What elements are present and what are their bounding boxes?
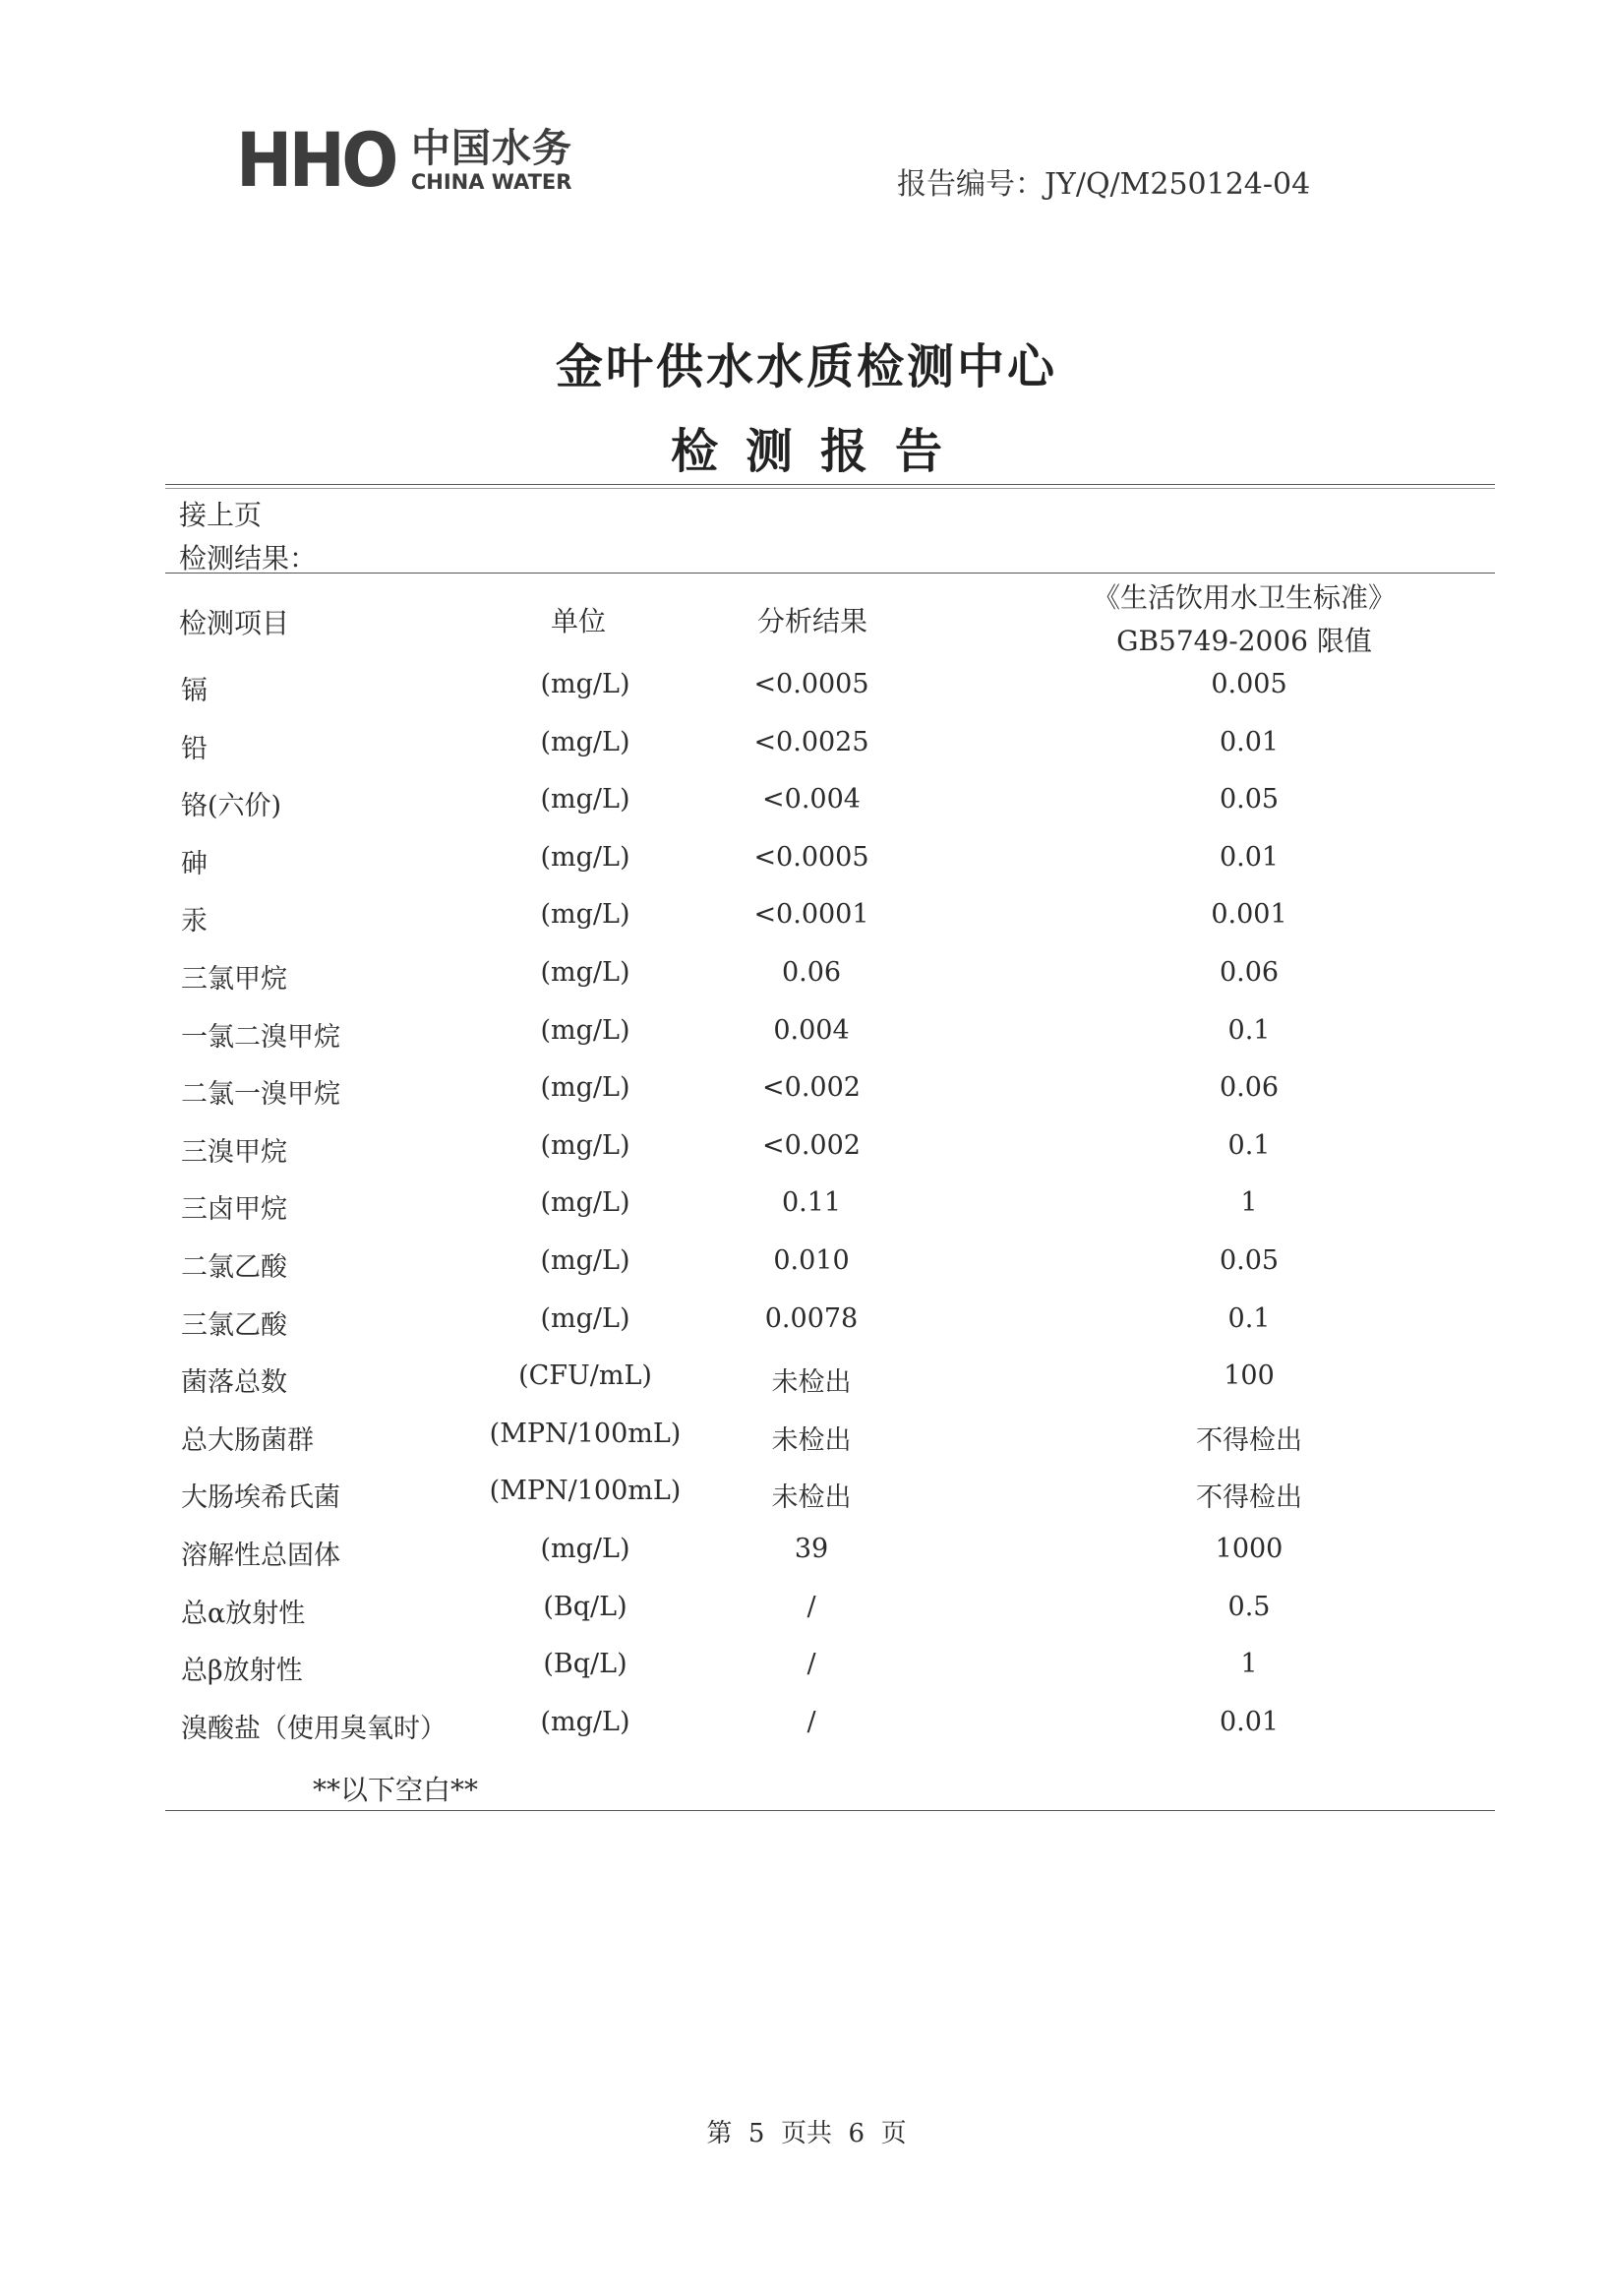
row-unit: (mg/L)	[540, 956, 630, 988]
row-limit: 0.06	[1219, 956, 1280, 988]
row-result: 39	[794, 1533, 829, 1564]
company-logo	[236, 116, 572, 205]
row-item: 铬(六价)	[181, 791, 282, 822]
table-row	[0, 1592, 1613, 1650]
row-limit: 0.01	[1219, 1706, 1280, 1737]
row-result: <0.0005	[753, 841, 869, 873]
organization-title: 金叶供水水质检测中心	[555, 339, 1057, 394]
row-item: 二氯一溴甲烷	[181, 1079, 340, 1111]
table-row	[0, 1476, 1613, 1534]
table-row	[0, 1303, 1613, 1361]
table-row	[0, 899, 1613, 957]
row-limit: 0.05	[1219, 784, 1280, 816]
row-item: 总α放射性	[181, 1598, 306, 1629]
row-item: 镉	[181, 676, 208, 706]
row-unit: (mg/L)	[540, 726, 630, 757]
header-result: 分析结果	[757, 605, 868, 637]
results-label: 检测结果：	[179, 542, 318, 574]
row-item: 铅	[181, 733, 208, 764]
row-result: /	[806, 1591, 816, 1622]
row-item: 砷	[181, 848, 208, 879]
table-row	[0, 1072, 1613, 1130]
row-item: 总β放射性	[181, 1656, 303, 1687]
row-limit: 0.005	[1211, 669, 1287, 699]
header-limit	[984, 576, 1505, 663]
table-row	[0, 1187, 1613, 1245]
row-result: /	[806, 1649, 816, 1680]
row-limit: 不得检出	[1196, 1424, 1302, 1456]
row-unit: (Bq/L)	[543, 1591, 627, 1622]
row-limit: 0.001	[1211, 899, 1287, 931]
row-unit: (mg/L)	[540, 1072, 630, 1104]
divider-bottom	[165, 1810, 1495, 1811]
row-limit: 1	[1240, 1187, 1258, 1219]
table-row	[0, 1360, 1613, 1419]
table-row	[0, 1130, 1613, 1188]
row-result: 未检出	[771, 1424, 852, 1456]
row-unit: (CFU/mL)	[518, 1360, 652, 1392]
row-limit: 不得检出	[1196, 1482, 1302, 1514]
header-item: 检测项目	[179, 607, 290, 639]
continued-label: 接上页	[179, 499, 263, 531]
row-limit: 1000	[1215, 1533, 1284, 1564]
row-unit: (Bq/L)	[543, 1649, 627, 1680]
row-item: 三溴甲烷	[181, 1136, 287, 1168]
report-title: 检测报告	[670, 424, 970, 479]
row-unit: (mg/L)	[540, 899, 630, 931]
row-result: 未检出	[771, 1367, 852, 1399]
logo-text	[410, 125, 572, 194]
row-item: 溴酸盐（使用臭氧时）	[181, 1713, 447, 1744]
row-item: 大肠埃希氏菌	[181, 1482, 340, 1514]
row-limit: 0.01	[1219, 726, 1280, 757]
row-result: /	[806, 1706, 816, 1737]
row-item: 汞	[181, 906, 208, 937]
table-row	[0, 1419, 1613, 1477]
row-result: 0.0078	[764, 1302, 859, 1334]
row-result: <0.0025	[753, 726, 869, 757]
table-row	[0, 1015, 1613, 1073]
row-unit: (mg/L)	[540, 1187, 630, 1219]
row-unit: (mg/L)	[540, 1302, 630, 1334]
table-row	[0, 1649, 1613, 1707]
row-unit: (mg/L)	[540, 784, 630, 816]
row-limit: 0.1	[1227, 1014, 1271, 1046]
row-limit: 0.05	[1219, 1244, 1280, 1276]
table-row	[0, 1245, 1613, 1303]
table-row	[0, 842, 1613, 900]
row-limit: 0.5	[1227, 1591, 1271, 1622]
blank-note: **以下空白**	[313, 1774, 479, 1806]
report-number: 报告编号：JY/Q/M250124-04	[897, 167, 1311, 202]
logo-mark: HHO	[236, 116, 395, 204]
row-item: 二氯乙酸	[181, 1251, 287, 1283]
logo-english: CHINA WATER	[410, 169, 572, 194]
row-limit: 0.01	[1219, 841, 1280, 873]
row-result: 未检出	[771, 1482, 852, 1514]
row-item: 三卤甲烷	[181, 1194, 287, 1226]
row-item: 一氯二溴甲烷	[181, 1021, 340, 1053]
row-result: 0.11	[781, 1187, 842, 1219]
row-limit: 0.1	[1227, 1129, 1271, 1161]
row-result: <0.002	[762, 1129, 861, 1161]
row-limit: 100	[1224, 1360, 1275, 1392]
table-row	[0, 957, 1613, 1015]
table-row	[0, 669, 1613, 727]
row-unit: (mg/L)	[540, 1706, 630, 1737]
row-unit: (mg/L)	[540, 1014, 630, 1046]
header-unit: 单位	[551, 605, 607, 637]
table-row	[0, 1534, 1613, 1592]
row-limit: 0.1	[1227, 1302, 1271, 1334]
row-unit: (MPN/100mL)	[489, 1476, 682, 1507]
table-row	[0, 784, 1613, 842]
row-result: 0.004	[773, 1014, 850, 1046]
row-item: 溶解性总固体	[181, 1540, 340, 1571]
row-unit: (MPN/100mL)	[489, 1418, 682, 1449]
row-unit: (mg/L)	[540, 841, 630, 873]
row-result: <0.004	[762, 784, 861, 816]
row-unit: (mg/L)	[540, 1244, 630, 1276]
table-row	[0, 727, 1613, 785]
header-limit-code: GB5749-2006 限值	[1116, 625, 1372, 657]
row-item: 三氯甲烷	[181, 963, 287, 995]
row-unit: (mg/L)	[540, 1129, 630, 1161]
row-item: 三氯乙酸	[181, 1309, 287, 1341]
row-result: 0.010	[773, 1244, 850, 1276]
row-result: <0.002	[762, 1072, 861, 1104]
row-result: <0.0005	[753, 669, 869, 699]
divider-top	[165, 484, 1495, 485]
row-limit: 1	[1240, 1649, 1258, 1680]
results-table	[0, 669, 1613, 1764]
row-limit: 0.06	[1219, 1072, 1280, 1104]
row-item: 菌落总数	[181, 1367, 287, 1399]
page-footer: 第 5 页共 6 页	[706, 2119, 907, 2148]
divider-top-inner	[165, 488, 1495, 489]
header-limit-standard: 《生活饮用水卫生标准》	[1092, 581, 1396, 614]
logo-chinese: 中国水务	[410, 125, 572, 171]
row-result: <0.0001	[753, 899, 869, 931]
row-unit: (mg/L)	[540, 1533, 630, 1564]
row-unit: (mg/L)	[540, 669, 630, 699]
table-row	[0, 1707, 1613, 1765]
divider-header	[165, 573, 1495, 574]
row-item: 总大肠菌群	[181, 1424, 314, 1456]
row-result: 0.06	[781, 956, 842, 988]
